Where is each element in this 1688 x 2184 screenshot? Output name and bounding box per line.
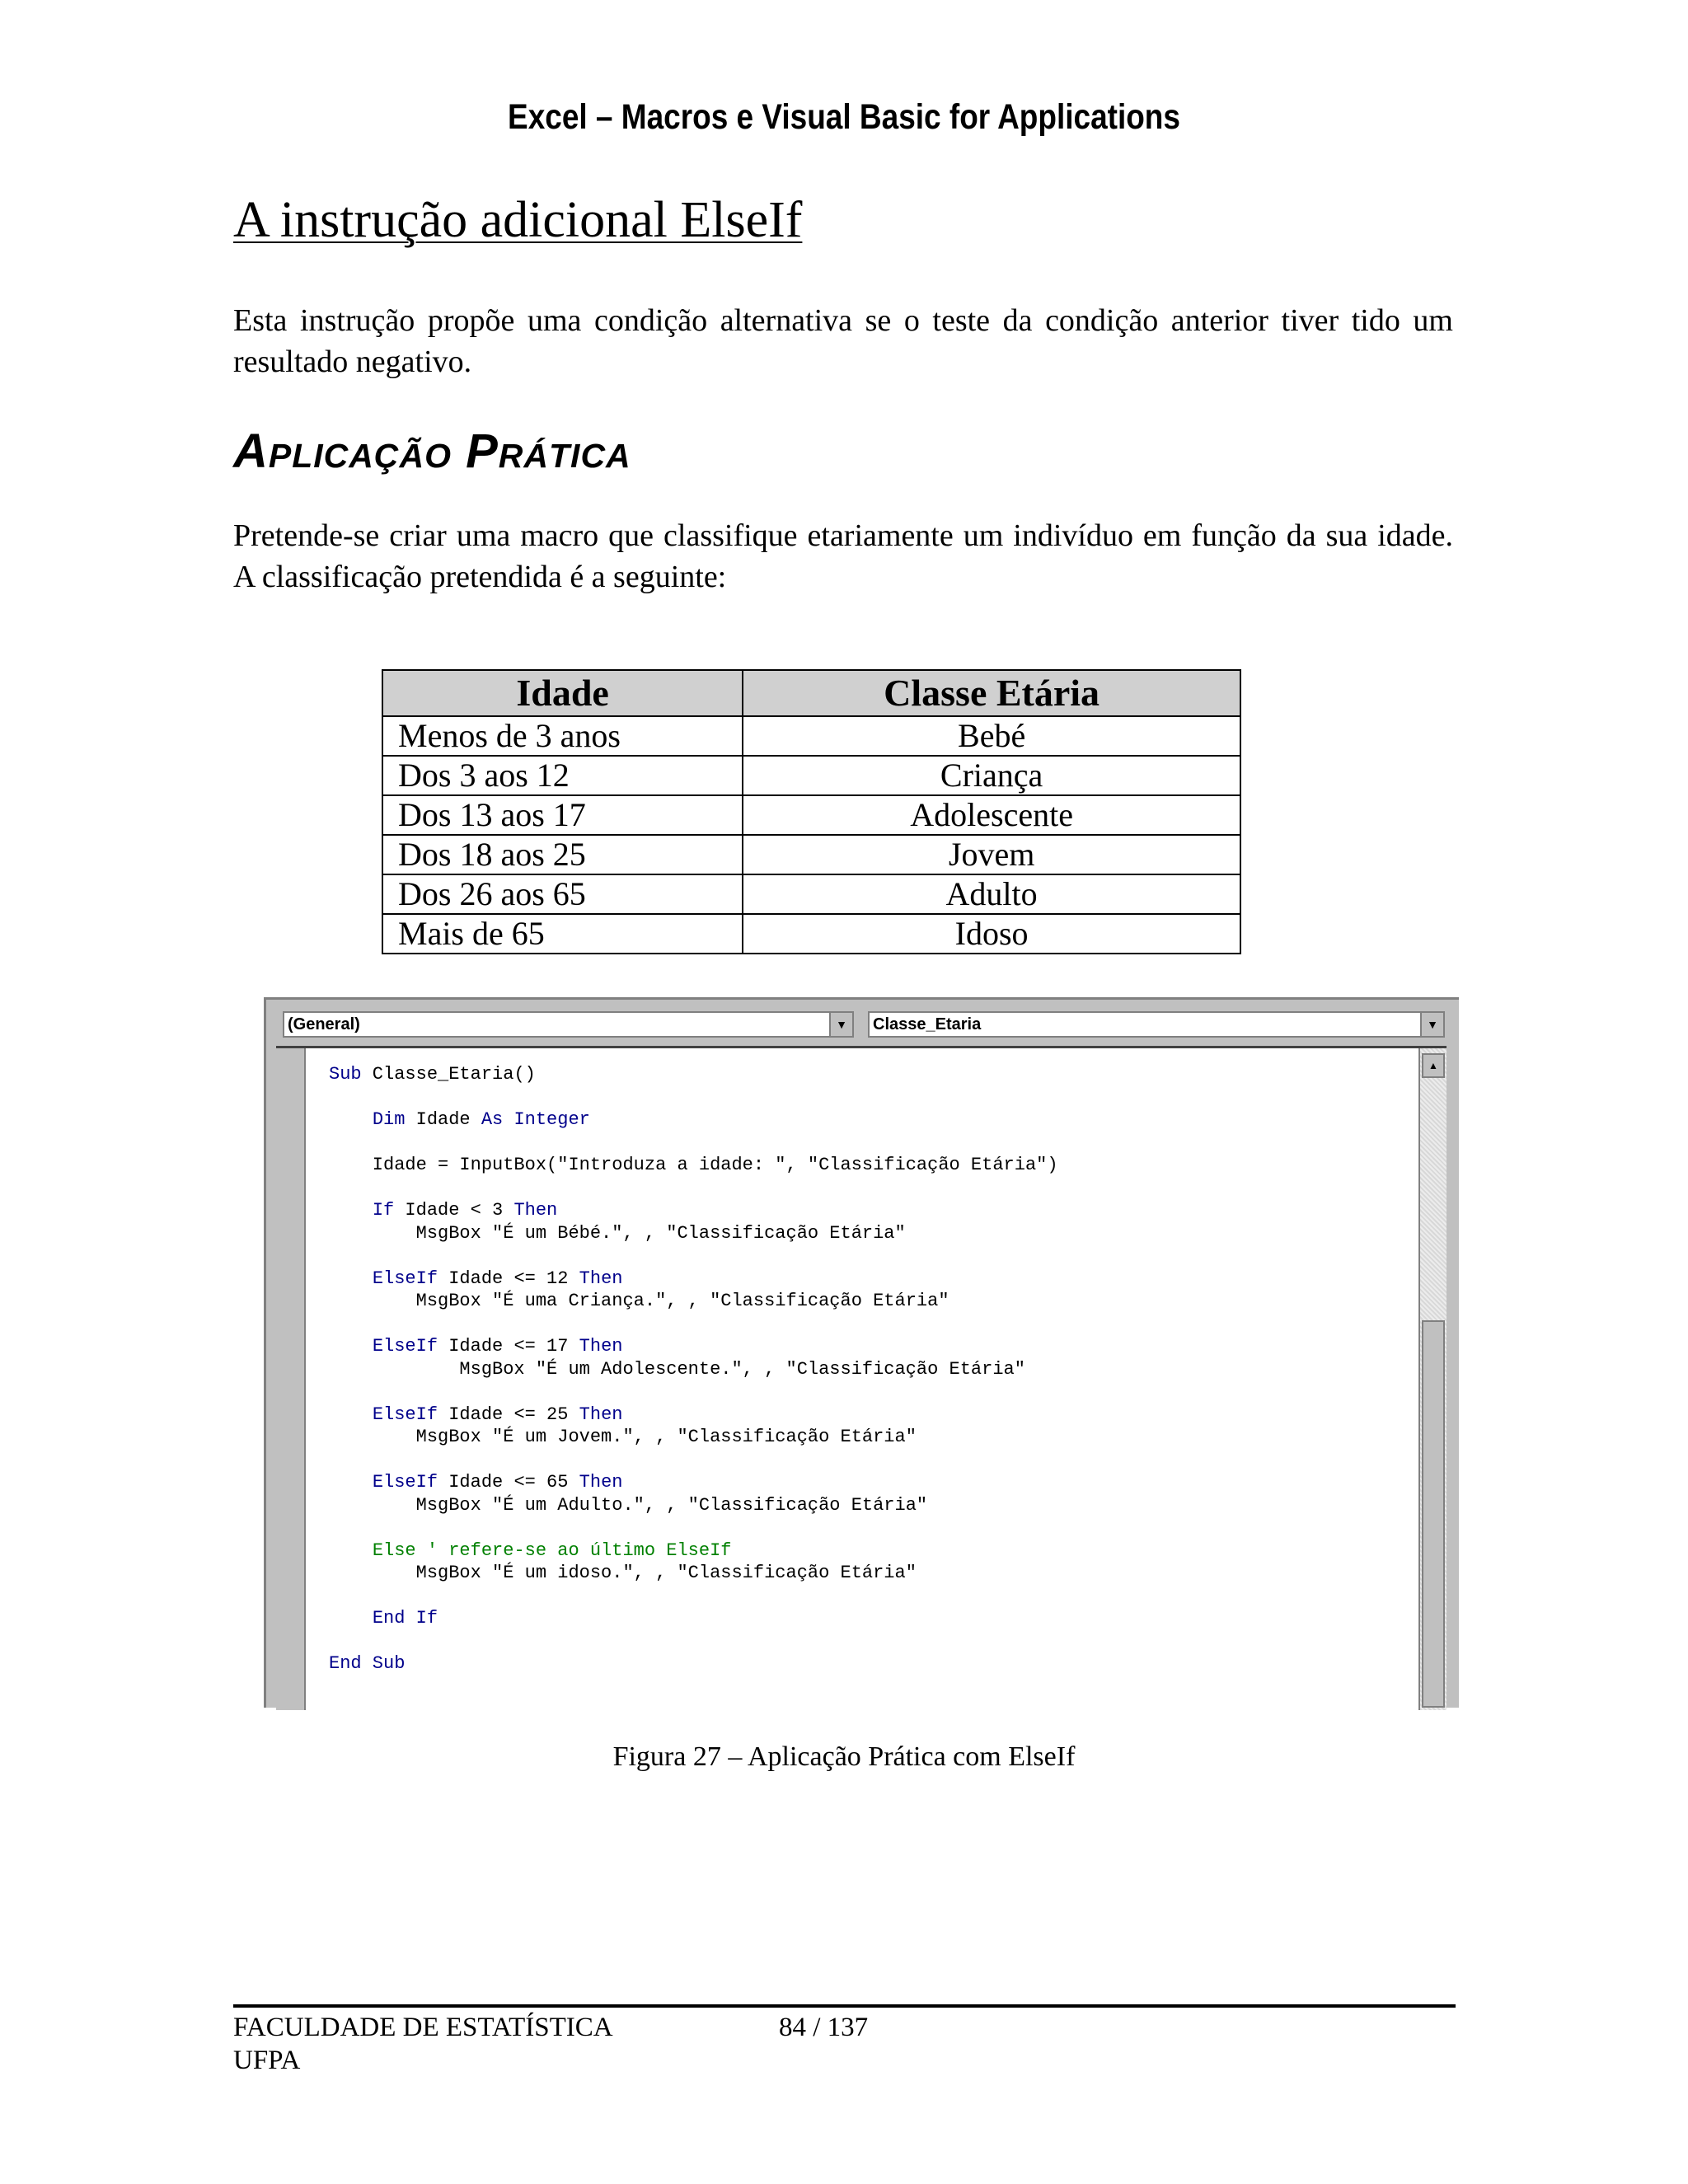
footer-faculty: FACULDADE DE ESTATÍSTICA xyxy=(233,2013,613,2042)
code-pane[interactable] xyxy=(276,1046,1447,1710)
procedure-dropdown-value: Classe_Etaria xyxy=(873,1015,982,1033)
scroll-thumb[interactable] xyxy=(1422,1320,1445,1708)
cell-idade: Mais de 65 xyxy=(382,914,743,954)
cell-idade: Dos 13 aos 17 xyxy=(382,795,743,835)
header-idade: Idade xyxy=(382,670,743,716)
cell-classe: Idoso xyxy=(743,914,1240,954)
code-text[interactable]: Sub Classe_Etaria() Dim Idade As Integer Idade = InputBox("Introduza a idade: ", "Classificação Etária") If Idade < 3 Then MsgBox "É um Bébé.", , "Classificação Etária" ElseIf Idade <= 12 Then MsgBox "É uma Criança.", , "Classificação Etária" ElseIf Idade <= 17 Then MsgBox "É um Adolescente.", , "Classificação Etária" ElseIf Idade <= 25 Then MsgBox "É um Jovem.", , "Classificação Etária" ElseIf Idade <= 65 Then MsgBox "É um Adulto.", , "Classificação Etária" Else ' refere-se ao último ElseIf MsgBox "É um idoso.", , "Classificação Etária" End If End Sub xyxy=(329,1064,1058,1674)
figure-caption: Figura 27 – Aplicação Prática com ElseIf xyxy=(612,1741,1076,1772)
table-row xyxy=(382,795,1240,835)
page-header: Excel – Macros e Visual Basic for Applications xyxy=(508,97,1180,137)
vba-editor-window xyxy=(264,997,1459,1708)
page-number: 84 / 137 xyxy=(779,2013,869,2042)
margin-indicator-bar xyxy=(276,1048,306,1710)
section-title: A instrução adicional ElseIf xyxy=(233,192,803,248)
footer-divider xyxy=(233,2004,1456,2008)
cell-classe: Criança xyxy=(743,756,1240,795)
footer-university: UFPA xyxy=(233,2046,301,2075)
practical-title: Aplicação Prática xyxy=(233,424,631,478)
vertical-scrollbar[interactable] xyxy=(1418,1048,1447,1710)
cell-idade: Dos 3 aos 12 xyxy=(382,756,743,795)
scroll-up-icon[interactable]: ▲ xyxy=(1422,1053,1445,1078)
header-classe-etaria: Classe Etária xyxy=(743,670,1240,716)
object-dropdown-value: (General) xyxy=(288,1015,360,1033)
table-row xyxy=(382,716,1240,756)
object-dropdown[interactable] xyxy=(283,1011,854,1038)
table-row xyxy=(382,756,1240,795)
table-row xyxy=(382,835,1240,874)
procedure-dropdown[interactable] xyxy=(868,1011,1445,1038)
age-class-table xyxy=(382,669,1241,954)
cell-classe: Bebé xyxy=(743,716,1240,756)
practical-paragraph: Pretende-se criar uma macro que classifique etariamente um indivíduo em função da sua idade. A classificação pretendida é a seguinte: xyxy=(233,518,1453,594)
table-header-row xyxy=(382,670,1240,716)
cell-classe: Adolescente xyxy=(743,795,1240,835)
chevron-down-icon[interactable]: ▼ xyxy=(1420,1013,1443,1036)
cell-idade: Dos 18 aos 25 xyxy=(382,835,743,874)
cell-classe: Adulto xyxy=(743,874,1240,914)
table-row xyxy=(382,914,1240,954)
footer-institution xyxy=(233,2011,613,2077)
intro-paragraph: Esta instrução propõe uma condição alternativa se o teste da condição anterior tiver tido um resultado negativo. xyxy=(233,303,1453,379)
cell-classe: Jovem xyxy=(743,835,1240,874)
table-row xyxy=(382,874,1240,914)
chevron-down-icon[interactable]: ▼ xyxy=(829,1013,852,1036)
cell-idade: Dos 26 aos 65 xyxy=(382,874,743,914)
cell-idade: Menos de 3 anos xyxy=(382,716,743,756)
